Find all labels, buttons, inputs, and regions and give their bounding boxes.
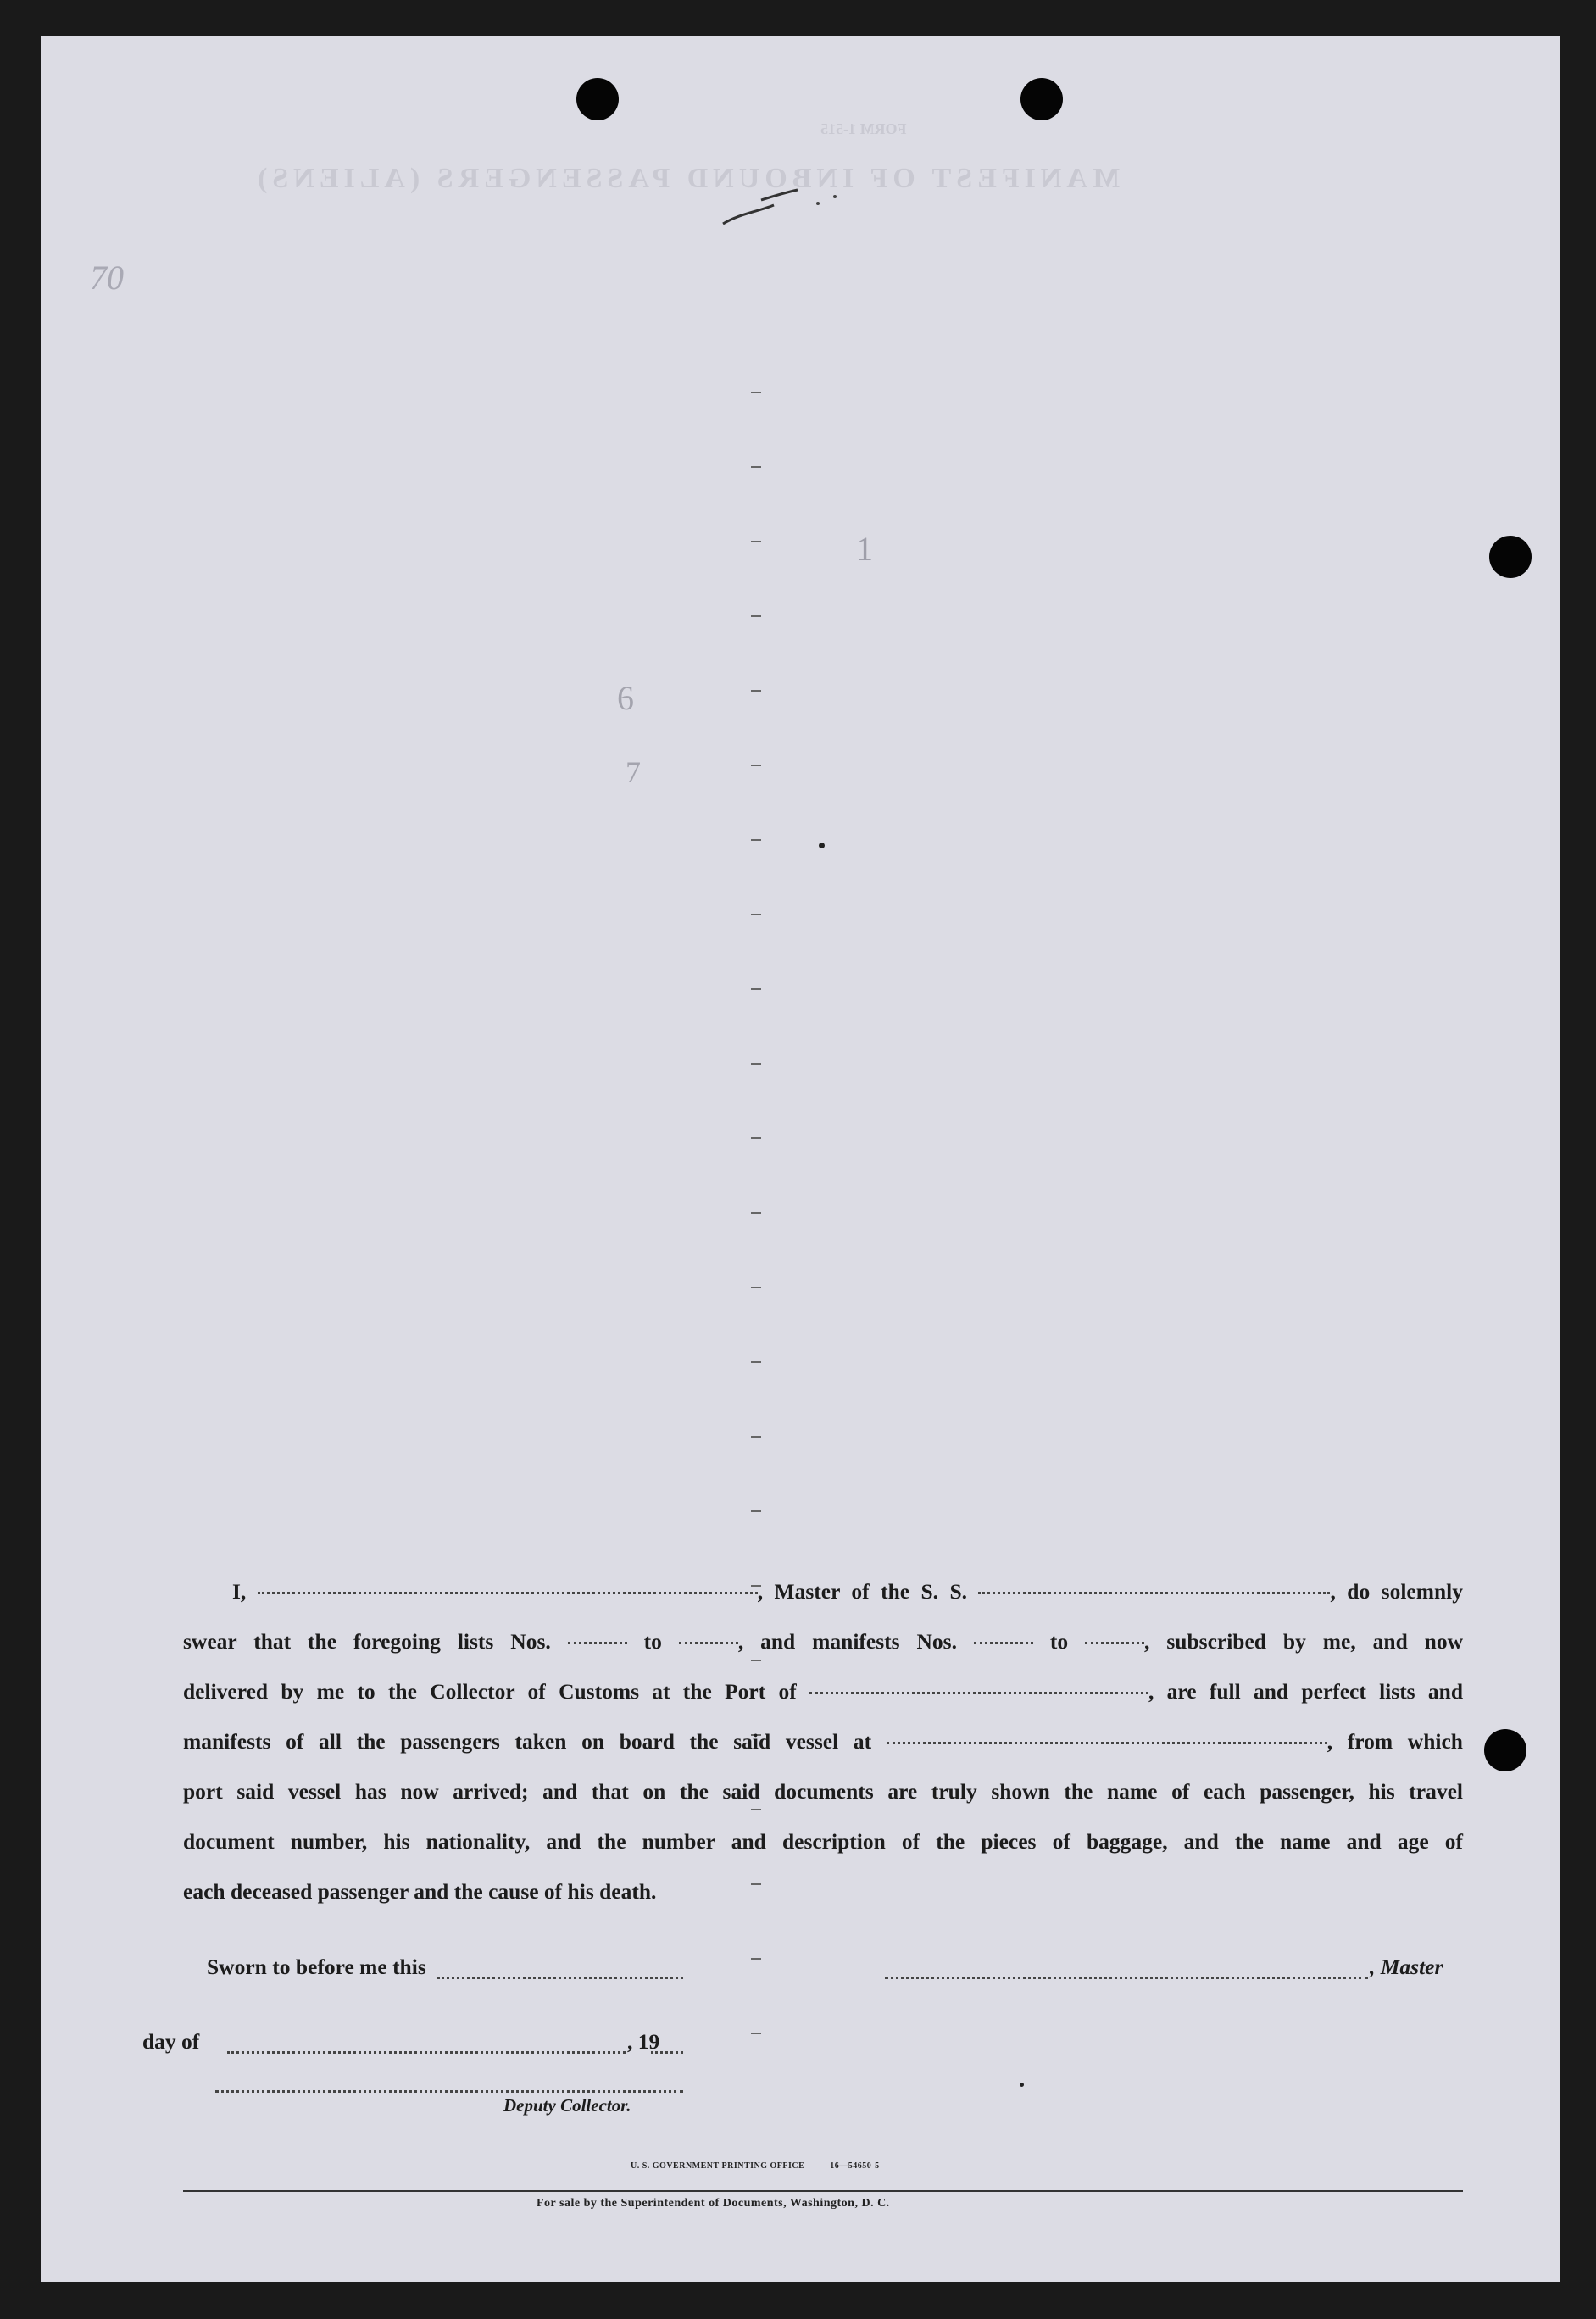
fold-dash <box>751 1287 761 1288</box>
oath-text: delivered by me to the Collector of Customs at the Port of <box>183 1679 797 1704</box>
month-field[interactable] <box>227 2051 626 2054</box>
oath-text: , subscribed by me, and now <box>1144 1629 1464 1654</box>
oath-text: to <box>1049 1629 1069 1654</box>
master-name-field[interactable] <box>258 1592 758 1594</box>
year-label: , 19 <box>627 2029 660 2054</box>
fold-dash <box>751 1958 761 1960</box>
handwritten-mark-1: 1 <box>856 530 873 568</box>
manifests-to-field[interactable] <box>1085 1642 1144 1644</box>
fold-dash <box>751 988 761 990</box>
oath-text: manifests of all the passengers taken on board the said vessel at <box>183 1729 872 1754</box>
oath-line-1 <box>183 1566 1463 1616</box>
oath-text: , from which <box>1326 1729 1463 1754</box>
fold-dash <box>751 914 761 915</box>
handwritten-mark-6: 6 <box>617 679 634 717</box>
fold-dash <box>751 541 761 542</box>
oath-line-5: port said vessel has now arrived; and that on the said documents are truly shown the name of each passenger, his travel <box>183 1779 1463 1804</box>
year-field[interactable] <box>651 2051 683 2054</box>
ink-speck <box>819 843 825 848</box>
fold-dash <box>751 839 761 841</box>
oath-text: , do solemnly <box>1330 1579 1463 1604</box>
fold-dash <box>751 615 761 617</box>
bleed-through-text: MANIFEST OF INBOUND PASSENGERS (ALIENS) FORM 1-515 <box>253 120 1121 194</box>
oath-line-6: document number, his nationality, and the number and description of the pieces of baggage, and the name and age of <box>183 1829 1463 1854</box>
fold-dash <box>751 1137 761 1139</box>
fold-dash <box>751 392 761 393</box>
form-number: 16—54650-5 <box>830 2161 880 2171</box>
fold-dash <box>751 2033 761 2034</box>
lists-to-field[interactable] <box>679 1642 738 1644</box>
fold-dash <box>751 1063 761 1065</box>
printing-office-imprint <box>631 2161 880 2171</box>
sworn-label: Sworn to before me this <box>207 1955 426 1979</box>
sworn-date-field[interactable] <box>437 1977 683 1979</box>
oath-line-2 <box>183 1616 1463 1666</box>
fold-dash <box>751 690 761 692</box>
fold-dash <box>751 765 761 766</box>
oath-text: swear that the foregoing lists Nos. <box>183 1629 551 1654</box>
fold-dash <box>751 1212 761 1214</box>
punch-hole-right-lower <box>1484 1729 1526 1771</box>
day-of-label: day of <box>142 2029 200 2054</box>
oath-text: , Master of the S. S. <box>757 1579 968 1604</box>
handwritten-mark-7: 7 <box>626 755 641 789</box>
deputy-signature-field[interactable] <box>215 2090 683 2093</box>
printing-office-text: U. S. GOVERNMENT PRINTING OFFICE <box>631 2161 805 2171</box>
oath-line-3 <box>183 1666 1463 1716</box>
embark-port-field[interactable] <box>887 1742 1327 1744</box>
oath-paragraph <box>183 1566 1463 1916</box>
oath-text: I, <box>232 1579 247 1604</box>
fold-dash <box>751 466 761 468</box>
fold-dash <box>751 1436 761 1438</box>
ink-speck <box>1020 2083 1024 2087</box>
oath-line-4 <box>183 1716 1463 1766</box>
footer-rule <box>183 2190 1463 2192</box>
vessel-name-field[interactable] <box>978 1592 1330 1594</box>
manifests-from-field[interactable] <box>974 1642 1033 1644</box>
oath-text: , and manifests Nos. <box>737 1629 957 1654</box>
punch-hole-right-upper <box>1489 536 1532 578</box>
deputy-collector-label: Deputy Collector. <box>503 2095 631 2116</box>
master-signature-field[interactable] <box>885 1977 1368 1979</box>
master-label: , Master <box>1370 1955 1443 1979</box>
oath-text: to <box>643 1629 662 1654</box>
lists-from-field[interactable] <box>568 1642 627 1644</box>
handwritten-mark-70: 70 <box>90 259 124 297</box>
oath-text: , are full and perfect lists and <box>1148 1679 1463 1704</box>
document-page <box>41 36 1560 2282</box>
fold-dash <box>751 1361 761 1363</box>
pen-scribble <box>715 171 850 239</box>
fold-dash <box>751 1510 761 1512</box>
port-field[interactable] <box>809 1692 1148 1694</box>
sale-note: For sale by the Superintendent of Documents, Washington, D. C. <box>537 2197 890 2210</box>
oath-line-7: each deceased passenger and the cause of his death. <box>183 1879 657 1904</box>
